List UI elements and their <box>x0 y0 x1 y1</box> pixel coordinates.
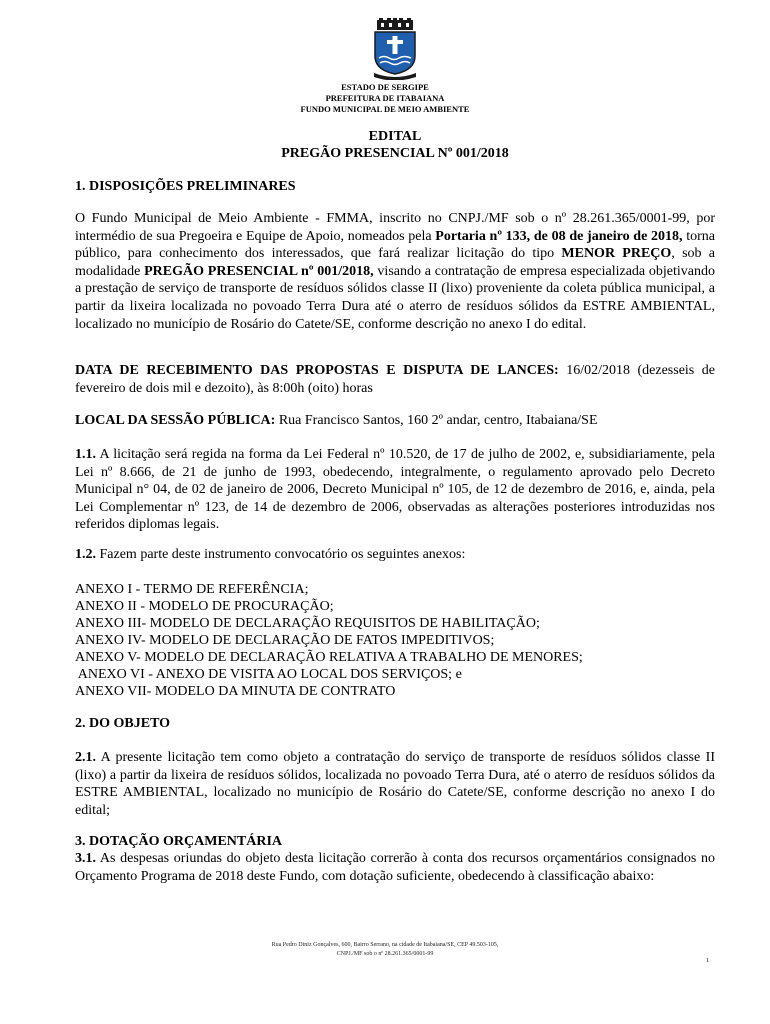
header-state: ESTADO DE SERGIPE <box>341 82 429 92</box>
intro-text-c: torna público, para conhecimento dos interessados, que fará realizar licitação do tipo <box>75 228 716 262</box>
session-location-value: Rua Francisco Santos, 160 2º andar, centro, Itabaiana/SE <box>275 413 598 428</box>
clause-1-2-text: Fazem parte deste instrumento convocatório os seguintes anexos: <box>96 547 466 562</box>
intro-type: MENOR PREÇO <box>561 246 672 262</box>
session-location-label: LOCAL DA SESSÃO PÚBLICA: <box>75 413 276 428</box>
session-location-paragraph <box>75 412 715 430</box>
section-1-heading: 1. DISPOSIÇÕES PRELIMINARES <box>75 179 296 194</box>
clause-1-1-paragraph <box>75 446 715 534</box>
clause-2-1-paragraph <box>75 749 715 819</box>
header-fund: FUNDO MUNICIPAL DE MEIO AMBIENTE <box>300 104 470 114</box>
intro-text-g: visando a contratação de empresa especializada objetivando a prestação de serviço de transporte de resíduos sólidos classe II (lixo) proveniente da coleta pública municipal, a partir da lixeira localizada no povoado Terra Dura até o aterro de resíduos sólidos da ESTRE AMBIENTAL, localizado no município de Rosário do Catete/SE, conforme descrição no anexo I do edital. <box>75 263 716 332</box>
intro-text-a: O Fundo Municipal de Meio Ambiente - FMMA, inscrito no CNPJ./MF sob o nº 28.261.365/0001-99, por intermédio de sua Pregoeira e Equipe de Apoio, nomeados pela <box>75 211 715 244</box>
page-number: 1 <box>706 958 709 964</box>
annex-list-item: ANEXO VI - ANEXO DE VISITA AO LOCAL DOS SERVIÇOS; e <box>75 667 462 682</box>
annex-list-item: ANEXO V- MODELO DE DECLARAÇÃO RELATIVA A TRABALHO DE MENORES; <box>75 650 583 665</box>
proposal-date-label: DATA DE RECEBIMENTO DAS PROPOSTAS E DISPUTA DE LANCES: <box>75 363 559 378</box>
annex-list-item: ANEXO II - MODELO DE PROCURAÇÃO; <box>75 599 334 614</box>
clause-2-1-text: A presente licitação tem como objeto a contratação do serviço de transporte de resíduos sólidos classe II (lixo) a partir da lixeira de resíduos sólidos, localizada no povoado Terra Dura, até o aterro de resíduos sólidos da ESTRE AMBIENTAL, localizado no município de Rosário do Catete/SE, conforme descrição no anexo I do edital; <box>75 750 715 818</box>
intro-modality: PREGÃO PRESENCIAL nº 001/2018, <box>144 263 374 279</box>
intro-text-e: , sob a modalidade <box>75 246 715 279</box>
clause-3-1-paragraph <box>75 850 715 885</box>
section-3-heading: 3. DOTAÇÃO ORÇAMENTÁRIA <box>75 834 283 849</box>
document-title: EDITAL <box>368 129 422 144</box>
footer-address: Rua Pedro Diniz Gonçalves, 600, Bairro Serrano, na cidade de Itabaiana/SE, CEP 49.503-105, <box>271 942 499 948</box>
clause-2-1-number: 2.1. <box>75 750 96 765</box>
annex-list-item: ANEXO VII- MODELO DA MINUTA DE CONTRATO <box>75 684 396 699</box>
clause-1-1-number: 1.1. <box>75 447 96 462</box>
clause-3-1-text: As despesas oriundas do objeto desta licitação correrão à conta dos recursos orçamentários consignados no Orçamento Programa de 2018 deste Fundo, com dotação suficiente, obedecendo à classificação abaixo: <box>75 851 715 884</box>
header-city-hall: PREFEITURA DE ITABAIANA <box>325 93 445 103</box>
annex-list-item: ANEXO I - TERMO DE REFERÊNCIA; <box>75 582 309 597</box>
clause-1-2-paragraph <box>75 546 715 564</box>
intro-ordinance: Portaria nº 133, de 08 de janeiro de 2018, <box>435 228 683 244</box>
section-2-heading: 2. DO OBJETO <box>75 716 171 731</box>
clause-1-1-text: A licitação será regida na forma da Lei Federal nº 10.520, de 17 de julho de 2002, e, subsidiariamente, pela Lei nº 8.666, de 21 de junho de 1993, obedecendo, integralmente, o regulamento aprovado pelo Decreto Municipal n° 04, de 02 de janeiro de 2006, Decreto Municipal nº 105, de 12 de dezembro de 2016, e, ainda, pela Lei Complementar nº 123, de 14 de dezembro de 2006, observadas as alterações posteriores introduzidas nos referidos diplomas legais. <box>75 447 715 533</box>
coat-of-arms-icon <box>372 18 418 80</box>
proposal-date-paragraph <box>75 362 715 397</box>
clause-3-1-number: 3.1. <box>75 851 96 866</box>
proposal-date-value: 16/02/2018 (dezesseis de fevereiro de dois mil e dezoito), às 8:00h (oito) horas <box>75 363 715 396</box>
footer-cnpj: CNPJ./MF sob o nº 28.261.365/0001-99 <box>336 951 434 957</box>
clause-1-2-number: 1.2. <box>75 547 96 562</box>
document-subtitle: PREGÃO PRESENCIAL Nº 001/2018 <box>281 146 509 161</box>
annex-list-item: ANEXO III- MODELO DE DECLARAÇÃO REQUISITOS DE HABILITAÇÃO; <box>75 616 540 631</box>
section-1-intro-paragraph <box>75 210 715 333</box>
annex-list-item: ANEXO IV- MODELO DE DECLARAÇÃO DE FATOS IMPEDITIVOS; <box>75 633 495 648</box>
